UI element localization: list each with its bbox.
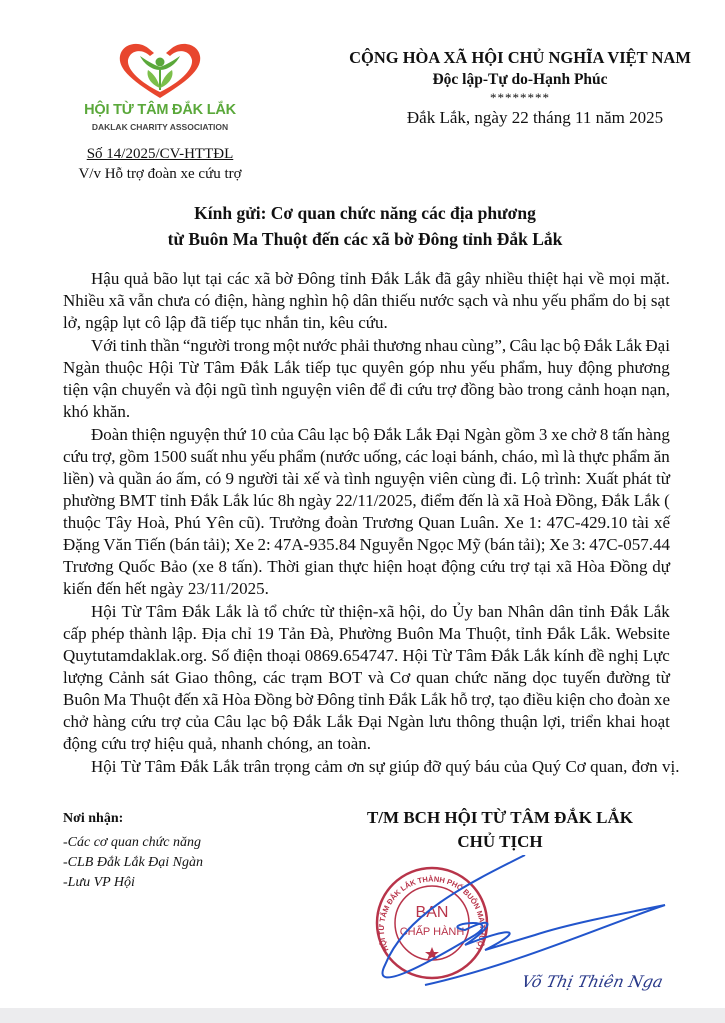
paragraph-line: Trương Quốc Bảo (xe 8 tấn). Thời gian thực hiện hoạt động cứu trợ tại xã Hòa Đồng dự xyxy=(63,557,670,576)
paragraph-line: chở hàng cứu trợ của Câu lạc bộ Đắk Lắk Đại Ngàn lưu thông thuận lợi, triển khai hoạt xyxy=(63,712,670,731)
svg-text:HỘI TỪ TÂM ĐẮK LẮK THÀNH PHỐ B: HỘI TỪ TÂM ĐẮK LẮK THÀNH PHỐ BUÔN MA THUỘT xyxy=(376,874,488,953)
paragraph-line: Quytutamdaklak.org. Số điện thoại 0869.654747. Hội Từ Tâm Đắk Lắk kính đề nghị Lực xyxy=(63,646,670,665)
paragraph-line: Đặng Văn Tiến (bán tải); Xe 2: 47A-935.84 Nguyễn Ngọc Mỹ (bán tải); Xe 3: 47C-057.44 xyxy=(63,535,670,554)
separator-stars: ******** xyxy=(490,90,550,105)
logo-title: HỘI TỪ TÂM ĐẮK LẮK xyxy=(84,102,236,118)
recipients-title: Nơi nhận: xyxy=(63,811,124,826)
document-number: Số 14/2025/CV-HTTĐL xyxy=(86,146,234,162)
paragraph-line: cứu trợ, gồm 1500 suất nhu yếu phẩm (nước uống, các loại bánh, cháo, mì là thực phẩm ăn xyxy=(63,447,670,466)
paragraph-line: phường BMT tỉnh Đắk Lắk lúc 8h ngày 22/11/2025, điểm đến là xã Hoà Đồng, Đắk Lắk ( xyxy=(63,491,670,510)
date-line: Đắk Lắk, ngày 22 tháng 11 năm 2025 xyxy=(406,108,664,127)
signer-name: Võ Thị Thiên Nga xyxy=(519,972,665,991)
national-title: CỘNG HÒA XÃ HỘI CHỦ NGHĨA VIỆT NAM xyxy=(349,48,691,67)
recipient-item: -Các cơ quan chức năng xyxy=(63,835,201,850)
paragraph-line: Ngàn thuộc Hội Từ Tâm Đắk Lắk tiếp tục quyên góp nhu yếu phẩm, huy động phương xyxy=(63,358,670,377)
paragraph-line: lượng Cảnh sát Giao thông, các trạm BOT và Cơ quan chức năng dọc tuyến đường từ xyxy=(63,668,670,687)
letter-body xyxy=(63,268,680,779)
signature-organization: T/M BCH HỘI TỪ TÂM ĐẮK LẮK xyxy=(366,808,634,827)
paragraph-line: động cứu trợ hiệu quả, nhanh chóng, an toàn. xyxy=(63,734,372,753)
paragraph-line: kiến đến hết ngày 23/11/2025. xyxy=(63,579,269,598)
heart-logo-icon xyxy=(80,40,240,102)
recipient-item: -CLB Đắk Lắk Đại Ngàn xyxy=(63,855,203,870)
paragraph-line: Nhiều xã vẫn chưa có điện, hàng nghìn hộ dân thiếu nước sạch và nhu yếu phẩm do bị sạt xyxy=(63,291,670,310)
addressee-line-1: Kính gửi: Cơ quan chức năng các địa phương xyxy=(194,203,536,223)
svg-text:BAN: BAN xyxy=(415,904,449,921)
paragraph-line: cấp phép thành lập. Địa chỉ 19 Tản Đà, Phường Buôn Ma Thuột, tỉnh Đắk Lắk. Website xyxy=(63,624,670,643)
logo-subtitle: DAKLAK CHARITY ASSOCIATION xyxy=(91,122,229,132)
viewer-bottom-bar xyxy=(0,1008,725,1023)
paragraph-line: khó khăn. xyxy=(63,402,131,421)
paragraph-line: Hội Từ Tâm Đắk Lắk là tổ chức từ thiện-xã hội, do Ủy ban Nhân dân tỉnh Đắk Lắk xyxy=(91,602,670,621)
paragraph-line: Hội Từ Tâm Đắk Lắk trân trọng cảm ơn sự giúp đỡ quý báu của Quý Cơ quan, đơn vị. xyxy=(91,757,680,776)
association-logo xyxy=(80,40,240,140)
paragraph-line: thuộc Tây Hoà, Phú Yên cũ). Trưởng đoàn Trương Quan Luân. Xe 1: 47C-429.10 tài xế xyxy=(63,513,670,532)
signature-role: CHỦ TỊCH xyxy=(457,832,543,851)
national-motto: Độc lập-Tự do-Hạnh Phúc xyxy=(432,71,608,88)
paragraph-line: Với tinh thần “người trong một nước phải thương nhau cùng”, Câu lạc bộ Đắk Lắk Đại xyxy=(91,336,670,355)
svg-text:CHẤP HÀNH: CHẤP HÀNH xyxy=(399,926,465,938)
document-subject: V/v Hỗ trợ đoàn xe cứu trợ xyxy=(78,166,242,182)
paragraph-line: Hậu quả bão lụt tại các xã bờ Đông tỉnh Đắk Lắk đã gây nhiều thiệt hại về mọi mặt. xyxy=(91,269,670,288)
paragraph-line: liền) và quần áo ấm, có 9 người tài xế và tình nguyện viên cùng đi. Lộ trình: Xuất phát từ xyxy=(63,469,670,488)
paragraph-line: tiện vận chuyển và đội ngũ tình nguyện viên để đi cứu trợ đồng bào trong cảnh hoạn nạn, xyxy=(63,380,670,399)
paragraph-line: Buôn Ma Thuột đến xã Hòa Đồng bờ Đông tỉnh Đắk Lắk hỗ trợ, tạo điều kiện cho đoàn xe xyxy=(63,690,670,709)
paragraph-line: lở, ngập lụt cô lập đã tiếp tục nhắn tin, kêu cứu. xyxy=(63,313,388,332)
recipient-item: -Lưu VP Hội xyxy=(63,875,135,890)
paragraph-line: Đoàn thiện nguyện thứ 10 của Câu lạc bộ Đắk Lắk Đại Ngàn gồm 3 xe chở 8 tấn hàng xyxy=(91,425,670,444)
addressee-line-2: từ Buôn Ma Thuột đến các xã bờ Đông tỉnh Đắk Lắk xyxy=(167,229,563,249)
